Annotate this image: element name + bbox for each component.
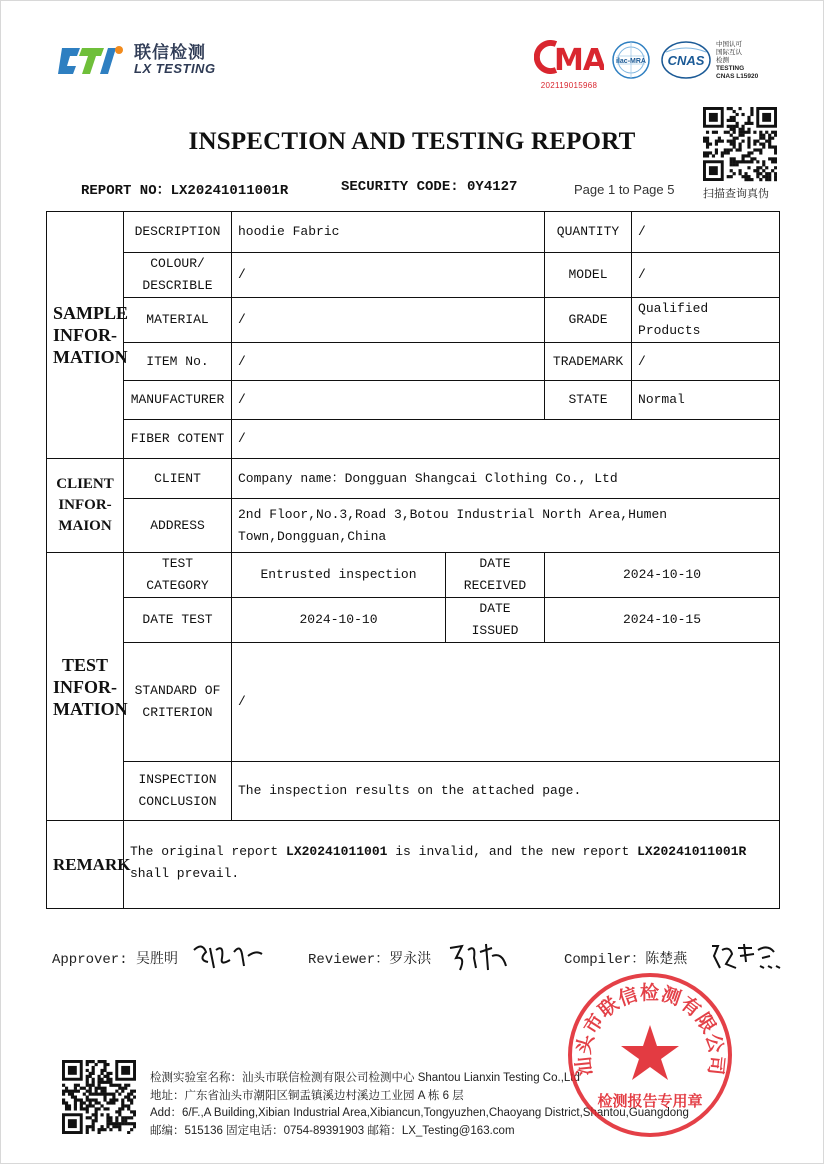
label-line: RECEIVED [463, 578, 527, 593]
report-title: INSPECTION AND TESTING REPORT [188, 128, 636, 155]
report-table [46, 211, 780, 909]
model-label: MODEL [545, 253, 632, 298]
colour-value: / [232, 253, 545, 298]
security-code: SECURITY CODE: 0Y4127 [341, 179, 518, 195]
compiler-signature-icon [708, 940, 784, 974]
cnas-info-line: CNAS L15920 [716, 73, 759, 80]
table-row [47, 343, 780, 381]
section-line: SAMPLE [53, 303, 129, 323]
trademark-label: TRADEMARK [545, 343, 632, 381]
colour-label [124, 253, 232, 298]
cnas-info-line: TESTING [716, 65, 745, 72]
description-value: hoodie Fabric [232, 212, 545, 253]
label-line: CRITERION [142, 705, 213, 720]
logo-english-name: LX TESTING [134, 61, 216, 77]
cnas-label: CNAS [667, 53, 705, 68]
table-row [47, 553, 780, 598]
report-number: REPORT NO：LX20241011001R [81, 183, 289, 199]
label-line: TEST [161, 556, 194, 571]
table-row [47, 381, 780, 420]
table-row [47, 762, 780, 821]
cnas-info-line: 国际互认 [716, 49, 742, 56]
cma-mark [534, 40, 604, 90]
quantity-value: / [632, 212, 780, 253]
address-value [232, 499, 780, 553]
table-row [47, 598, 780, 643]
date-test-label: DATE TEST [124, 598, 232, 643]
trademark-value: / [632, 343, 780, 381]
grade-label: GRADE [545, 298, 632, 343]
model-value: / [632, 253, 780, 298]
official-stamp-icon [565, 970, 735, 1140]
stamp-ring-text: 汕头市联信检测有限公司 [572, 982, 728, 1077]
cma-number: 202119015968 [540, 81, 598, 90]
cnas-info-line: 中国认可 [716, 41, 742, 48]
address-line: Town,Dongguan,China [238, 528, 387, 544]
table-row [47, 420, 780, 459]
cnas-info-line: 检测 [716, 57, 729, 64]
approver: Approver: 吴胜明 [52, 952, 179, 968]
label-line: DESCRIBLE [142, 278, 213, 293]
reviewer-signature-icon [446, 940, 510, 974]
label-line: CATEGORY [146, 578, 209, 593]
client-label: CLIENT [124, 459, 232, 499]
state-label: STATE [545, 381, 632, 420]
remark-text-part: is invalid, and the new report [387, 844, 638, 859]
lab-name: 检测实验室名称：汕头市联信检测有限公司检测中心 Shantou Lianxin Testing Co.,Ltd [150, 1072, 580, 1084]
label-line: STANDARD OF [134, 683, 221, 698]
company-logo [56, 44, 216, 76]
label-line: DATE [479, 601, 511, 616]
standard-value: / [232, 643, 780, 762]
label-line: COLOUR/ [150, 256, 205, 271]
section-line: TEST [61, 654, 109, 675]
sample-section-label [47, 212, 129, 459]
remark-text-part: shall prevail. [130, 866, 240, 881]
table-row [47, 298, 780, 343]
fiber-content-value: / [232, 420, 780, 459]
cma-text: MA [554, 43, 604, 74]
state-value: Normal [632, 381, 780, 420]
ilac-label: ilac-MRA [616, 58, 646, 65]
old-report-number: LX20241011001 [286, 844, 388, 859]
table-row [47, 253, 780, 298]
stamp-bottom-text: 检测报告专用章 [597, 1092, 703, 1110]
contact-info: 邮编：515136 固定电话：0754-89391903 邮箱：LX_Testing@163.com [150, 1124, 515, 1137]
date-issued-value: 2024-10-15 [545, 598, 780, 643]
logo-chinese-name: 联信检测 [134, 43, 206, 63]
manufacturer-value: / [232, 381, 545, 420]
test-category-label [124, 553, 232, 598]
table-row [47, 643, 780, 762]
conclusion-label [124, 762, 232, 821]
section-line: CLIENT [56, 476, 114, 492]
section-line: MAION [58, 518, 112, 534]
reviewer: Reviewer：罗永洪 [308, 952, 432, 968]
qr-caption: 扫描查询真伪 [703, 188, 769, 200]
section-line: MATION [53, 698, 128, 719]
label-line: CONCLUSION [138, 794, 217, 809]
label-line: INSPECTION [138, 772, 217, 787]
address-label: ADDRESS [124, 499, 232, 553]
cnas-info [716, 41, 758, 81]
cnas-mark [660, 40, 712, 80]
date-issued-label [446, 598, 545, 643]
value-line: Products [638, 323, 701, 338]
table-row [47, 212, 780, 253]
grade-value [632, 298, 780, 343]
new-report-number: LX20241011001R [637, 844, 747, 859]
test-section-label [47, 553, 128, 821]
quantity-label: QUANTITY [545, 212, 632, 253]
address-en: Add：6/F.,A Building,Xibian Industrial Area,Xibiancun,Tongyuzhen,Chaoyang District,Shantou,Guangdong [150, 1107, 689, 1119]
value-line: Qualified [638, 301, 709, 316]
conclusion-value: The inspection results on the attached page. [232, 762, 780, 821]
table-row [47, 499, 780, 553]
ilac-mra-mark [611, 40, 651, 80]
date-test-value: 2024-10-10 [232, 598, 446, 643]
compiler: Compiler：陈楚燕 [564, 952, 688, 968]
manufacturer-label: MANUFACTURER [124, 381, 232, 420]
table-row [47, 821, 780, 909]
lx-logo-mark-icon [56, 44, 126, 76]
date-received-value: 2024-10-10 [545, 553, 780, 598]
date-received-label [446, 553, 545, 598]
label-line: DATE [479, 556, 511, 571]
page-info: Page 1 to Page 5 [574, 182, 675, 197]
material-value: / [232, 298, 545, 343]
material-label: MATERIAL [124, 298, 232, 343]
test-category-value: Entrusted inspection [232, 553, 446, 598]
address-line: 2nd Floor,No.3,Road 3,Botou Industrial North Area,Humen [238, 506, 668, 522]
address-cn: 地址：广东省汕头市潮阳区铜盂镇溪边村溪边工业园 A 栋 6 层 [150, 1089, 464, 1102]
label-line: ISSUED [471, 623, 519, 638]
fiber-content-label: FIBER COTENT [124, 420, 232, 459]
client-section-label [47, 459, 124, 553]
section-line: INFOR- [58, 497, 112, 513]
remark-label: REMARK [47, 821, 124, 909]
section-line: INFOR- [53, 676, 117, 697]
description-label: DESCRIPTION [124, 212, 232, 253]
section-line: MATION [53, 347, 128, 367]
approver-signature-icon [190, 940, 266, 972]
item-no-value: / [232, 343, 545, 381]
cma-logo-icon [534, 40, 604, 81]
remark-text [124, 821, 780, 909]
remark-text-part: The original report [130, 844, 287, 859]
item-no-label: ITEM No. [124, 343, 232, 381]
client-value: Company name：Dongguan Shangcai Clothing Co., Ltd [232, 459, 780, 499]
standard-label [124, 643, 232, 762]
table-row [47, 459, 780, 499]
footer-qr-code-icon[interactable] [62, 1060, 136, 1134]
section-line: INFOR- [53, 325, 117, 345]
